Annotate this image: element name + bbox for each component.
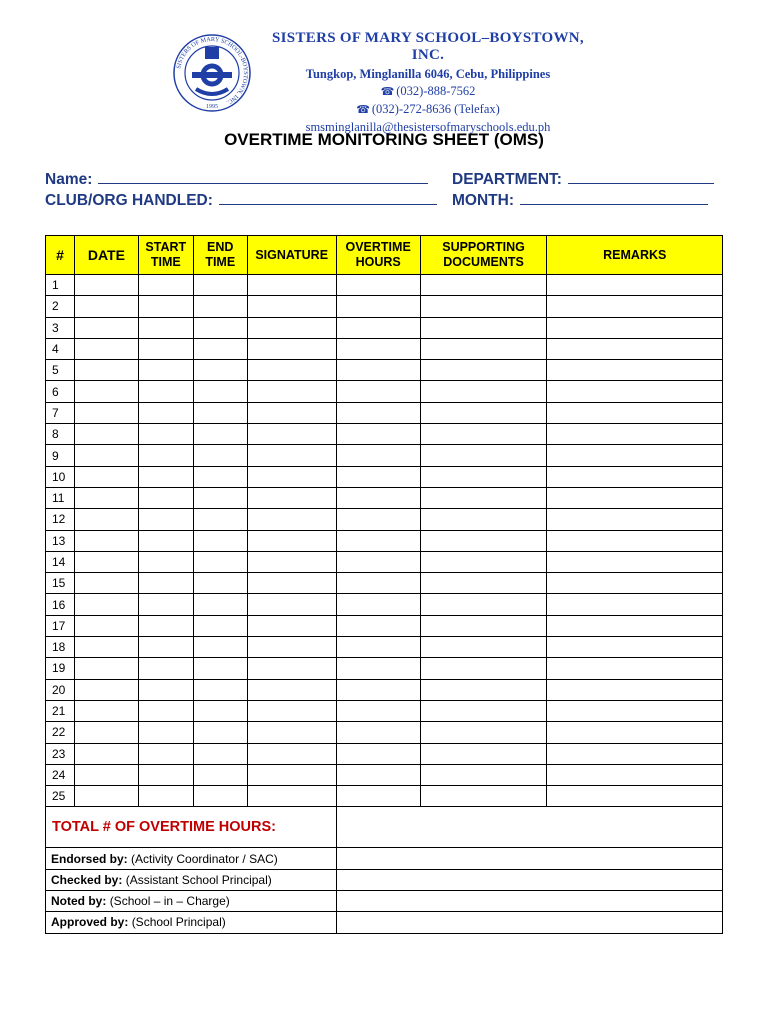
- table-row: [46, 658, 723, 679]
- remarks-cell[interactable]: [547, 402, 723, 423]
- date-cell[interactable]: [74, 466, 138, 487]
- date-cell[interactable]: [74, 445, 138, 466]
- field-row-1: [45, 171, 725, 193]
- date-cell[interactable]: [74, 786, 138, 807]
- table-row: [46, 402, 723, 423]
- table-row: [46, 487, 723, 508]
- date-cell[interactable]: [74, 637, 138, 658]
- club-field[interactable]: CLUB/ORG HANDLED:: [45, 192, 437, 210]
- row-number: 14: [46, 551, 75, 572]
- table-row: [46, 466, 723, 487]
- start-time-cell[interactable]: [138, 424, 193, 445]
- supporting-documents-cell[interactable]: [420, 402, 547, 423]
- remarks-cell[interactable]: [547, 424, 723, 445]
- table-row: [46, 594, 723, 615]
- date-cell[interactable]: [74, 487, 138, 508]
- supporting-documents-cell[interactable]: [420, 551, 547, 572]
- start-time-cell[interactable]: [138, 445, 193, 466]
- supporting-documents-cell[interactable]: [420, 360, 547, 381]
- end-time-cell[interactable]: [193, 615, 247, 636]
- start-time-cell[interactable]: [138, 381, 193, 402]
- date-cell[interactable]: [74, 743, 138, 764]
- end-time-cell[interactable]: [193, 402, 247, 423]
- total-value-cell[interactable]: [336, 807, 722, 848]
- overtime-hours-cell[interactable]: [336, 381, 420, 402]
- date-cell[interactable]: [74, 573, 138, 594]
- row-number: 11: [46, 487, 75, 508]
- remarks-cell[interactable]: [547, 764, 723, 785]
- school-address: Tungkop, Minglanilla 6046, Cebu, Philippines: [305, 67, 551, 81]
- overtime-hours-cell[interactable]: [336, 700, 420, 721]
- remarks-cell[interactable]: [547, 317, 723, 338]
- signature-cell[interactable]: [247, 466, 336, 487]
- remarks-cell[interactable]: [547, 360, 723, 381]
- end-time-cell[interactable]: [193, 530, 247, 551]
- end-time-cell[interactable]: [193, 551, 247, 572]
- logo-ring-text: SISTERS OF MARY SCHOOL-BOYSTOWN, INC.: [175, 35, 250, 107]
- date-cell[interactable]: [74, 296, 138, 317]
- supporting-documents-cell[interactable]: [420, 615, 547, 636]
- signature-cell[interactable]: [247, 424, 336, 445]
- supporting-documents-cell[interactable]: [420, 317, 547, 338]
- col-header-remarks: REMARKS: [547, 236, 723, 275]
- signature-cell[interactable]: [247, 445, 336, 466]
- end-time-cell[interactable]: [193, 786, 247, 807]
- end-time-cell[interactable]: [193, 487, 247, 508]
- supporting-documents-cell[interactable]: [420, 530, 547, 551]
- start-time-cell[interactable]: [138, 466, 193, 487]
- supporting-documents-cell[interactable]: [420, 487, 547, 508]
- date-cell[interactable]: [74, 615, 138, 636]
- table-row: [46, 615, 723, 636]
- signature-cell[interactable]: [247, 658, 336, 679]
- table-row: [46, 551, 723, 572]
- date-cell[interactable]: [74, 317, 138, 338]
- end-time-cell[interactable]: [193, 338, 247, 359]
- signature-cell[interactable]: [247, 338, 336, 359]
- signature-cell[interactable]: [247, 509, 336, 530]
- end-time-cell[interactable]: [193, 275, 247, 296]
- school-seal-logo: [172, 33, 252, 113]
- remarks-cell[interactable]: [547, 275, 723, 296]
- end-time-cell[interactable]: [193, 509, 247, 530]
- remarks-cell[interactable]: [547, 338, 723, 359]
- total-row: [46, 807, 723, 848]
- signature-cell[interactable]: [247, 317, 336, 338]
- overtime-hours-cell[interactable]: [336, 424, 420, 445]
- letterhead: [0, 0, 768, 134]
- supporting-documents-cell[interactable]: [420, 786, 547, 807]
- signature-cell[interactable]: [247, 573, 336, 594]
- supporting-documents-cell[interactable]: [420, 424, 547, 445]
- overtime-table: [45, 235, 723, 934]
- date-cell[interactable]: [74, 764, 138, 785]
- supporting-documents-cell[interactable]: [420, 275, 547, 296]
- remarks-cell[interactable]: [547, 722, 723, 743]
- start-time-cell[interactable]: [138, 573, 193, 594]
- table-row: [46, 296, 723, 317]
- table-row: [46, 700, 723, 721]
- row-number: 17: [46, 615, 75, 636]
- supporting-documents-cell[interactable]: [420, 764, 547, 785]
- start-time-cell[interactable]: [138, 338, 193, 359]
- table-row: [46, 338, 723, 359]
- checked-by-label: Checked by: (Assistant School Principal): [46, 869, 337, 890]
- start-time-cell[interactable]: [138, 615, 193, 636]
- row-number: 13: [46, 530, 75, 551]
- phone-icon: ☎: [380, 86, 395, 98]
- table-row: [46, 573, 723, 594]
- remarks-cell[interactable]: [547, 445, 723, 466]
- supporting-documents-cell[interactable]: [420, 381, 547, 402]
- row-number: 15: [46, 573, 75, 594]
- overtime-hours-cell[interactable]: [336, 509, 420, 530]
- start-time-cell[interactable]: [138, 317, 193, 338]
- row-number: 7: [46, 402, 75, 423]
- start-time-cell[interactable]: [138, 402, 193, 423]
- supporting-documents-cell[interactable]: [420, 658, 547, 679]
- date-cell[interactable]: [74, 275, 138, 296]
- end-time-cell[interactable]: [193, 764, 247, 785]
- table-row: [46, 275, 723, 296]
- row-number: 24: [46, 764, 75, 785]
- remarks-cell[interactable]: [547, 487, 723, 508]
- logo-year: 1995: [206, 104, 218, 110]
- signoff-row: [46, 869, 723, 890]
- overtime-hours-cell[interactable]: [336, 679, 420, 700]
- remarks-cell[interactable]: [547, 296, 723, 317]
- start-time-cell[interactable]: [138, 360, 193, 381]
- date-cell[interactable]: [74, 700, 138, 721]
- remarks-cell[interactable]: [547, 551, 723, 572]
- overtime-hours-cell[interactable]: [336, 530, 420, 551]
- overtime-hours-cell[interactable]: [336, 658, 420, 679]
- table-header-row: [46, 236, 723, 275]
- col-header-overtime-hours: OVERTIME HOURS: [336, 236, 420, 275]
- table-row: [46, 786, 723, 807]
- row-number: 10: [46, 466, 75, 487]
- table-row: [46, 530, 723, 551]
- remarks-cell[interactable]: [547, 381, 723, 402]
- start-time-cell[interactable]: [138, 551, 193, 572]
- date-cell[interactable]: [74, 530, 138, 551]
- start-time-cell[interactable]: [138, 487, 193, 508]
- date-cell[interactable]: [74, 424, 138, 445]
- table-row: [46, 679, 723, 700]
- start-time-cell[interactable]: [138, 722, 193, 743]
- start-time-cell[interactable]: [138, 658, 193, 679]
- endorsed-by-label: Endorsed by: (Activity Coordinator / SAC): [46, 848, 337, 869]
- supporting-documents-cell[interactable]: [420, 445, 547, 466]
- signature-cell[interactable]: [247, 594, 336, 615]
- school-telefax: ☎ (032)-272-8636 (Telefax): [356, 102, 500, 116]
- row-number: 16: [46, 594, 75, 615]
- col-header-signature: SIGNATURE: [247, 236, 336, 275]
- table-row: [46, 637, 723, 658]
- remarks-cell[interactable]: [547, 594, 723, 615]
- signature-cell[interactable]: [247, 381, 336, 402]
- row-number: 12: [46, 509, 75, 530]
- end-time-cell[interactable]: [193, 637, 247, 658]
- overtime-hours-cell[interactable]: [336, 743, 420, 764]
- start-time-cell[interactable]: [138, 530, 193, 551]
- noted-by-label: Noted by: (School – in – Charge): [46, 891, 337, 912]
- school-email: smsminglanilla@thesistersofmaryschools.edu.ph: [305, 120, 551, 134]
- date-cell[interactable]: [74, 722, 138, 743]
- remarks-cell[interactable]: [547, 615, 723, 636]
- end-time-cell[interactable]: [193, 743, 247, 764]
- signature-cell[interactable]: [247, 722, 336, 743]
- date-cell[interactable]: [74, 658, 138, 679]
- remarks-cell[interactable]: [547, 679, 723, 700]
- signature-cell[interactable]: [247, 551, 336, 572]
- row-number: 3: [46, 317, 75, 338]
- row-number: 2: [46, 296, 75, 317]
- page-title: OVERTIME MONITORING SHEET (OMS): [224, 130, 544, 149]
- overtime-hours-cell[interactable]: [336, 615, 420, 636]
- table-row: [46, 722, 723, 743]
- start-time-cell[interactable]: [138, 679, 193, 700]
- row-number: 1: [46, 275, 75, 296]
- row-number: 20: [46, 679, 75, 700]
- overtime-hours-cell[interactable]: [336, 722, 420, 743]
- supporting-documents-cell[interactable]: [420, 296, 547, 317]
- row-number: 19: [46, 658, 75, 679]
- table-row: [46, 743, 723, 764]
- overtime-hours-cell[interactable]: [336, 466, 420, 487]
- overtime-hours-cell[interactable]: [336, 275, 420, 296]
- signature-cell[interactable]: [247, 615, 336, 636]
- col-header-date: DATE: [74, 236, 138, 275]
- remarks-cell[interactable]: [547, 637, 723, 658]
- overtime-hours-cell[interactable]: [336, 360, 420, 381]
- end-time-cell[interactable]: [193, 658, 247, 679]
- overtime-hours-cell[interactable]: [336, 402, 420, 423]
- end-time-cell[interactable]: [193, 573, 247, 594]
- remarks-cell[interactable]: [547, 786, 723, 807]
- row-number: 9: [46, 445, 75, 466]
- remarks-cell[interactable]: [547, 658, 723, 679]
- month-field[interactable]: MONTH:: [452, 192, 708, 210]
- end-time-cell[interactable]: [193, 317, 247, 338]
- end-time-cell[interactable]: [193, 466, 247, 487]
- table-row: [46, 445, 723, 466]
- signoff-row: [46, 891, 723, 912]
- noted-by-signature-cell[interactable]: [336, 891, 722, 912]
- signature-cell[interactable]: [247, 786, 336, 807]
- remarks-cell[interactable]: [547, 530, 723, 551]
- signature-cell[interactable]: [247, 530, 336, 551]
- supporting-documents-cell[interactable]: [420, 700, 547, 721]
- row-number: 6: [46, 381, 75, 402]
- overtime-hours-cell[interactable]: [336, 296, 420, 317]
- approved-by-signature-cell[interactable]: [336, 912, 722, 933]
- end-time-cell[interactable]: [193, 296, 247, 317]
- end-time-cell[interactable]: [193, 722, 247, 743]
- overtime-hours-cell[interactable]: [336, 487, 420, 508]
- start-time-cell[interactable]: [138, 786, 193, 807]
- overtime-hours-cell[interactable]: [336, 786, 420, 807]
- start-time-cell[interactable]: [138, 637, 193, 658]
- overtime-hours-cell[interactable]: [336, 338, 420, 359]
- row-number: 21: [46, 700, 75, 721]
- approved-by-label: Approved by: (School Principal): [46, 912, 337, 933]
- supporting-documents-cell[interactable]: [420, 722, 547, 743]
- supporting-documents-cell[interactable]: [420, 679, 547, 700]
- signature-cell[interactable]: [247, 487, 336, 508]
- signature-cell[interactable]: [247, 743, 336, 764]
- row-number: 23: [46, 743, 75, 764]
- col-header-end-time: END TIME: [193, 236, 247, 275]
- supporting-documents-cell[interactable]: [420, 594, 547, 615]
- end-time-cell[interactable]: [193, 360, 247, 381]
- supporting-documents-cell[interactable]: [420, 743, 547, 764]
- start-time-cell[interactable]: [138, 594, 193, 615]
- col-header-start-time: START TIME: [138, 236, 193, 275]
- signoff-row: [46, 848, 723, 869]
- row-number: 5: [46, 360, 75, 381]
- row-number: 18: [46, 637, 75, 658]
- signature-cell[interactable]: [247, 275, 336, 296]
- col-header-number: #: [46, 236, 75, 275]
- start-time-cell[interactable]: [138, 509, 193, 530]
- col-header-supporting-documents: SUPPORTING DOCUMENTS: [420, 236, 547, 275]
- school-phone: ☎ (032)-888-7562: [380, 84, 476, 98]
- name-field[interactable]: Name:: [45, 171, 428, 189]
- table-row: [46, 381, 723, 402]
- start-time-cell[interactable]: [138, 743, 193, 764]
- date-cell[interactable]: [74, 338, 138, 359]
- date-cell[interactable]: [74, 551, 138, 572]
- signature-cell[interactable]: [247, 360, 336, 381]
- supporting-documents-cell[interactable]: [420, 637, 547, 658]
- end-time-cell[interactable]: [193, 424, 247, 445]
- row-number: 4: [46, 338, 75, 359]
- start-time-cell[interactable]: [138, 764, 193, 785]
- endorsed-by-signature-cell[interactable]: [336, 848, 722, 869]
- department-field[interactable]: DEPARTMENT:: [452, 171, 714, 189]
- overtime-hours-cell[interactable]: [336, 573, 420, 594]
- signoff-row: [46, 912, 723, 933]
- remarks-cell[interactable]: [547, 573, 723, 594]
- overtime-hours-cell[interactable]: [336, 594, 420, 615]
- signature-cell[interactable]: [247, 679, 336, 700]
- signature-cell[interactable]: [247, 764, 336, 785]
- overtime-hours-cell[interactable]: [336, 764, 420, 785]
- end-time-cell[interactable]: [193, 679, 247, 700]
- date-cell[interactable]: [74, 381, 138, 402]
- overtime-hours-cell[interactable]: [336, 637, 420, 658]
- table-row: [46, 764, 723, 785]
- date-cell[interactable]: [74, 360, 138, 381]
- end-time-cell[interactable]: [193, 594, 247, 615]
- date-cell[interactable]: [74, 402, 138, 423]
- table-row: [46, 509, 723, 530]
- overtime-hours-cell[interactable]: [336, 317, 420, 338]
- supporting-documents-cell[interactable]: [420, 509, 547, 530]
- overtime-hours-cell[interactable]: [336, 445, 420, 466]
- date-cell[interactable]: [74, 594, 138, 615]
- remarks-cell[interactable]: [547, 700, 723, 721]
- signature-cell[interactable]: [247, 637, 336, 658]
- supporting-documents-cell[interactable]: [420, 573, 547, 594]
- signature-cell[interactable]: [247, 700, 336, 721]
- checked-by-signature-cell[interactable]: [336, 869, 722, 890]
- remarks-cell[interactable]: [547, 466, 723, 487]
- phone-icon: ☎: [356, 104, 370, 116]
- remarks-cell[interactable]: [547, 743, 723, 764]
- date-cell[interactable]: [74, 679, 138, 700]
- date-cell[interactable]: [74, 509, 138, 530]
- field-row-2: [45, 192, 725, 214]
- school-info: [258, 30, 598, 136]
- end-time-cell[interactable]: [193, 700, 247, 721]
- row-number: 22: [46, 722, 75, 743]
- table-row: [46, 424, 723, 445]
- supporting-documents-cell[interactable]: [420, 466, 547, 487]
- supporting-documents-cell[interactable]: [420, 338, 547, 359]
- table-row: [46, 317, 723, 338]
- overtime-hours-cell[interactable]: [336, 551, 420, 572]
- row-number: 25: [46, 786, 75, 807]
- end-time-cell[interactable]: [193, 381, 247, 402]
- row-number: 8: [46, 424, 75, 445]
- signature-cell[interactable]: [247, 296, 336, 317]
- school-name: SISTERS OF MARY SCHOOL–BOYSTOWN, INC.: [272, 30, 584, 63]
- remarks-cell[interactable]: [547, 509, 723, 530]
- signature-cell[interactable]: [247, 402, 336, 423]
- start-time-cell[interactable]: [138, 700, 193, 721]
- end-time-cell[interactable]: [193, 445, 247, 466]
- total-label: TOTAL # OF OVERTIME HOURS:: [46, 807, 337, 848]
- start-time-cell[interactable]: [138, 275, 193, 296]
- start-time-cell[interactable]: [138, 296, 193, 317]
- table-row: [46, 360, 723, 381]
